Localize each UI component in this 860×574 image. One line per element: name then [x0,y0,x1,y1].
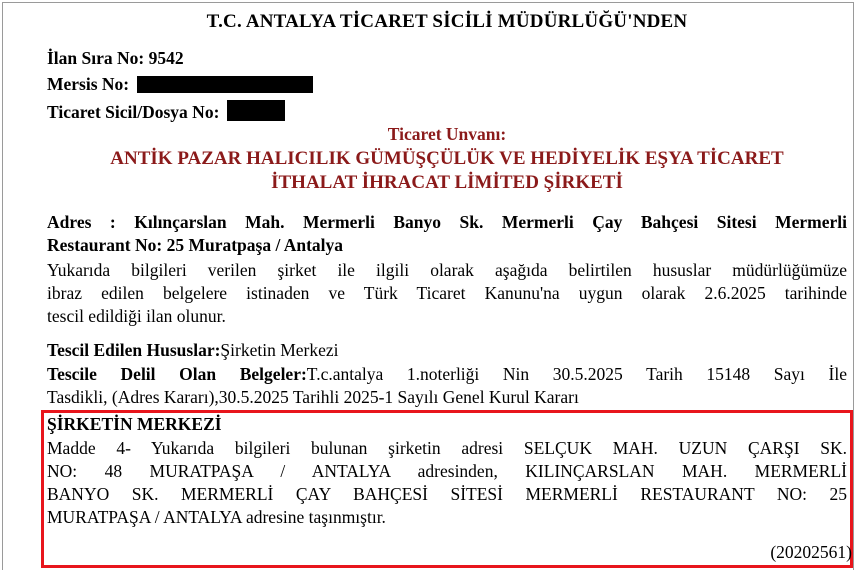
ilan-number: İlan Sıra No: 9542 [47,48,184,68]
documents-line1 [47,363,847,386]
address-line1: Adres : Kılınçarslan Mah. Mermerli Banyo Sk. Mermerli Çay Bahçesi Sitesi Mermerli [47,212,847,232]
trade-name-line2: İTHALAT İHRACAT LİMİTED ŞİRKETİ [271,172,623,193]
article-line1: Madde 4- Yukarıda bilgileri bulunan şirketin adresi SELÇUK MAH. UZUN ÇARŞI SK. [47,438,847,458]
article-line2: NO: 48 MURATPAŞA / ANTALYA adresinden, KILINÇARSLAN MAH. MERMERLİ [47,461,847,481]
registry-title: T.C. ANTALYA TİCARET SİCİLİ MÜDÜRLÜĞÜ'NDEN [206,11,688,32]
address-line2: Restaurant No: 25 Muratpaşa / Antalya [47,235,344,255]
article-line4: MURATPAŞA / ANTALYA adresine taşınmıştır. [47,507,386,527]
intro-line1: Yukarıda bilgileri verilen şirket ile ilgili olarak aşağıda belirtilen hususlar müdürlüğümüze [47,260,847,280]
trade-name-heading: Ticaret Unvanı: [387,124,507,144]
sicil-redaction [227,100,285,121]
sicil-label: Ticaret Sicil/Dosya No: [47,102,220,122]
mersis-redaction [137,76,313,93]
article-heading: ŞİRKETİN MERKEZİ [47,414,222,434]
trade-name-line1: ANTİK PAZAR HALICILIK GÜMÜŞÇÜLÜK VE HEDİYELİK EŞYA TİCARET [110,148,784,169]
reference-number: (20202561) [770,542,852,562]
documents-label: Tescile Delil Olan Belgeler: [47,364,307,384]
address-block [47,211,847,257]
intro-line3: tescil edildiği ilan olunur. [47,306,226,326]
documents-line2: Tasdikli, (Adres Kararı),30.5.2025 Tarihli 2025-1 Sayılı Genel Kurul Kararı [47,387,579,407]
article-highlight-box [41,410,853,568]
mersis-label: Mersis No: [47,74,130,94]
documents-text1: T.c.antalya 1.noterliği Nin 30.5.2025 Tarih 15148 Sayı İle [306,364,847,384]
registered-value: Şirketin Merkezi [220,340,339,360]
registered-matters [47,340,339,361]
intro-line2: ibraz edilen belgelere istinaden ve Türk Ticaret Kanunu'na uygun olarak 2.6.2025 tarihinde [47,283,847,303]
mersis-row [47,74,313,95]
article-line3: BANYO SK. MERMERLİ ÇAY BAHÇESİ SİTESİ MERMERLİ RESTAURANT NO: 25 [47,484,847,504]
sicil-row [47,100,285,123]
registered-label: Tescil Edilen Hususlar: [47,340,221,360]
documents-block [47,363,847,409]
intro-paragraph [47,259,847,328]
